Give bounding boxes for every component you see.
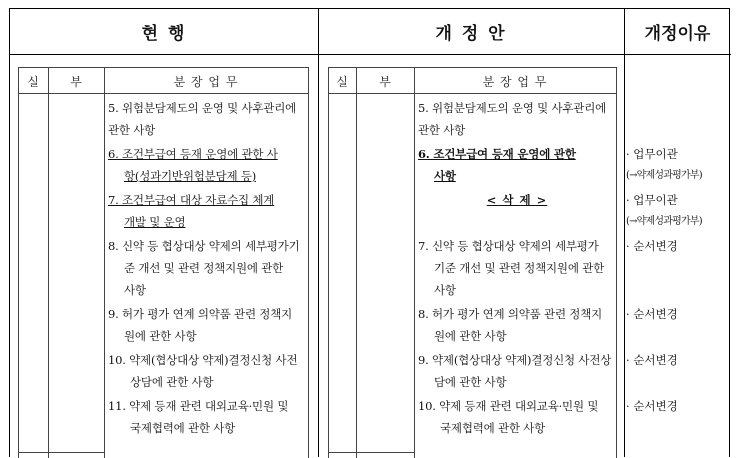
revised-box-right <box>616 67 617 458</box>
current-item-5: 5. 위험분담제도의 운영 및 사후관리에 관한 사항 <box>108 101 297 137</box>
current-box-top <box>18 67 308 68</box>
reason-item-7: · 순서변경 <box>626 239 678 253</box>
revised-sil-label: 실 <box>336 74 348 89</box>
current-item-8: 8. 신약 등 협상대상 약제의 세부평가기 준 개선 및 관련 정책지원에 관한 사항 <box>108 239 300 297</box>
revised-bu-label: 부 <box>379 74 391 89</box>
revised-box-left <box>328 67 329 458</box>
current-bu-label: 부 <box>70 74 82 89</box>
revised-col-bu-duty <box>414 67 415 458</box>
revised-item-10: 10. 약제 등재 관련 대외교육·민원 및 국제협력에 관한 사항 <box>418 399 599 435</box>
revised-row-bottom <box>328 452 414 453</box>
header-current: 현 행 <box>10 9 318 55</box>
current-box-left <box>18 67 19 458</box>
reason-item-9: · 순서변경 <box>626 353 678 367</box>
reason-item-10: · 순서변경 <box>626 399 678 413</box>
current-row-bottom <box>18 452 104 453</box>
revised-deleted-marker: < 삭 제 > <box>486 193 548 207</box>
current-item-10: 10. 약제(협상대상 약제)결정신청 사전 상담에 관한 사항 <box>108 353 298 389</box>
divider-revised-reason <box>624 9 625 457</box>
current-item-9: 9. 허가 평가 연계 의약품 관련 정책지 원에 관한 사항 <box>108 307 293 343</box>
reason-item-8: · 순서변경 <box>626 307 678 321</box>
reason-item-7-old: · 업무이관 (→약제성과평가부) <box>626 193 702 227</box>
reason-item-6: · 업무이관 (→약제성과평가부) <box>626 147 702 181</box>
header-revised: 개 정 안 <box>318 9 624 55</box>
current-box-right <box>308 67 309 458</box>
current-item-6: 6. 조건부급여 등재 운영에 관한 사 항(성과기반위험분담제 등) <box>108 147 278 183</box>
current-col-bu-duty <box>104 67 105 458</box>
revised-duty-label: 분 장 업 무 <box>482 74 548 89</box>
revised-item-9: 9. 약제(협상대상 약제)결정신청 사전상 담에 관한 사항 <box>418 353 612 389</box>
current-item-11: 11. 약제 등재 관련 대외교육·민원 및 국제협력에 관한 사항 <box>108 399 289 435</box>
current-item-7: 7. 조건부급여 대상 자료수집 체계 개발 및 운영 <box>108 193 275 229</box>
current-col-sil-bu <box>48 67 49 458</box>
revised-box-top <box>328 67 616 68</box>
revised-item-7: 7. 신약 등 협상대상 약제의 세부평가 기준 개선 및 관련 정책지원에 관한 사항 <box>418 239 605 297</box>
divider-current-revised <box>318 9 319 457</box>
current-subhdr-bottom <box>18 93 308 94</box>
revised-item-8: 8. 허가 평가 연계 의약품 관련 정책지 원에 관한 사항 <box>418 307 603 343</box>
revised-item-6: 6. 조건부급여 등재 운영에 관한 사항 <box>418 147 576 183</box>
revised-item-5: 5. 위험분담제도의 운영 및 사후관리에 관한 사항 <box>418 101 607 137</box>
amendment-table <box>9 8 730 457</box>
revised-col-sil-bu <box>356 67 357 458</box>
revised-subhdr-bottom <box>328 93 616 94</box>
current-duty-label: 분 장 업 무 <box>173 74 239 89</box>
current-sil-label: 실 <box>27 74 39 89</box>
header-reason: 개정이유 <box>624 9 731 55</box>
